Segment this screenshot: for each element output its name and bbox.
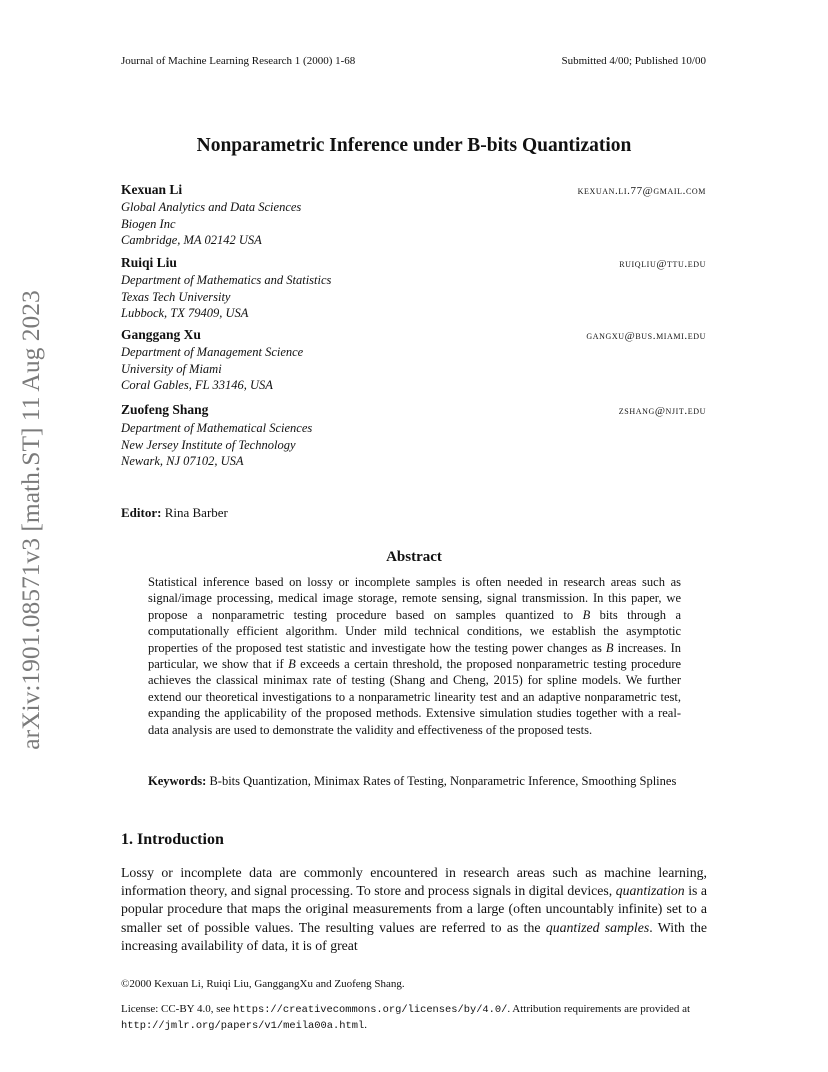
affiliation-line: Department of Management Science bbox=[121, 345, 304, 359]
emphasis: quantization bbox=[615, 883, 685, 899]
attribution-link[interactable]: http://jmlr.org/papers/v1/meila00a.html bbox=[121, 1019, 365, 1032]
license-text: . Attribution requirements are provided at bbox=[507, 1003, 691, 1015]
journal-header: Journal of Machine Learning Research 1 (2000) 1-68 bbox=[121, 55, 356, 67]
license-text: . bbox=[364, 1018, 367, 1031]
math-symbol: B bbox=[288, 657, 296, 672]
affiliation-line: University of Miami bbox=[121, 361, 222, 376]
copyright-notice: ©2000 Kexuan Li, Ruiqi Liu, GanggangXu and Zuofeng Shang. bbox=[121, 978, 405, 990]
arxiv-stamp-text: arXiv:1901.08571v3 [math.ST] 11 Aug 2023 bbox=[16, 290, 45, 750]
affiliation-line: New Jersey Institute of Technology bbox=[121, 437, 296, 452]
author-name: Zuofeng Shang bbox=[121, 402, 209, 417]
author-name: Ganggang Xu bbox=[121, 327, 201, 342]
author-affiliation bbox=[121, 199, 301, 249]
editor-line bbox=[121, 505, 228, 521]
author-affiliation bbox=[121, 344, 303, 394]
math-symbol: B bbox=[582, 607, 591, 622]
editor-label: Editor: bbox=[121, 505, 162, 520]
keywords-text: B-bits Quantization, Minimax Rates of Testing, Nonparametric Inference, Smoothing Splines bbox=[209, 774, 677, 788]
author-name: Kexuan Li bbox=[121, 182, 183, 197]
author-email[interactable]: ruiqliu@ttu.edu bbox=[619, 258, 706, 270]
affiliation-line: Department of Mathematics and Statistics bbox=[121, 273, 332, 287]
author-name: Ruiqi Liu bbox=[121, 255, 177, 270]
author-email[interactable]: zshang@njit.edu bbox=[618, 405, 706, 417]
affiliation-line: Newark, NJ 07102, USA bbox=[121, 454, 244, 468]
author-email[interactable]: kexuan.li.77@gmail.com bbox=[577, 185, 706, 197]
abstract-segment: bits through a computationally efficient algorithm. Under mild technical conditions, we establish the asymptotic properties of the proposed test statistic and investigate how the testing power changes as bbox=[148, 607, 682, 655]
affiliation-line: Lubbock, TX 79409, USA bbox=[121, 306, 249, 320]
emphasis: quantized samples bbox=[545, 919, 650, 935]
submission-dates: Submitted 4/00; Published 10/00 bbox=[561, 55, 706, 67]
intro-paragraph bbox=[121, 864, 707, 955]
affiliation-line: Cambridge, MA 02142 USA bbox=[121, 233, 262, 247]
text-segment: . With the increasing availability of data, it is of great bbox=[121, 919, 707, 953]
license-text: License: CC-BY 4.0, see bbox=[121, 1003, 231, 1015]
affiliation-line: Biogen Inc bbox=[121, 216, 176, 231]
keywords-label: Keywords: bbox=[148, 774, 207, 788]
author-affiliation bbox=[121, 420, 312, 470]
abstract-segment: Statistical inference based on lossy or incomplete samples is often needed in research areas such as signal/image processing, medical image storage, remote sensing, signal transmission. In this paper, we propose a nonparametric testing procedure based on samples quantized to bbox=[148, 575, 681, 622]
abstract-text bbox=[148, 574, 681, 738]
arxiv-stamp bbox=[14, 265, 48, 775]
affiliation-line: Department of Mathematical Sciences bbox=[121, 421, 313, 435]
abstract-heading: Abstract bbox=[386, 549, 442, 565]
abstract-segment: exceeds a certain threshold, the proposed nonparametric testing procedure achieves the classical minimax rate of testing (Shang and Cheng, 2015) for spline models. We further extend our theoretical investigations to a nonparametric linearity test and an adaptive nonparametric test, expanding the applicability of the proposed methods. Extensive simulation studies together with a real-data analysis are used to demonstrate the validity and effectiveness of the proposed tests. bbox=[148, 657, 682, 737]
affiliation-line: Global Analytics and Data Sciences bbox=[121, 200, 302, 214]
author-email[interactable]: gangxu@bus.miami.edu bbox=[586, 330, 706, 342]
text-segment: is a popular procedure that maps the original measurements from a large (often uncountably infinite) set to a smaller set of possible values. The resulting values are referred to as the bbox=[121, 883, 707, 935]
author-affiliation bbox=[121, 272, 331, 322]
affiliation-line: Coral Gables, FL 33146, USA bbox=[121, 378, 273, 392]
math-symbol: B bbox=[605, 640, 614, 655]
text-segment: Lossy or incomplete data are commonly encountered in research areas such as machine learning, information theory, and signal processing. To store and process signals in digital devices, bbox=[121, 865, 707, 899]
paper-title: Nonparametric Inference under B-bits Quantization bbox=[196, 135, 632, 156]
editor-name: Rina Barber bbox=[164, 505, 228, 520]
license-link[interactable]: https://creativecommons.org/licenses/by/4.0/ bbox=[233, 1004, 508, 1016]
license-notice bbox=[121, 1002, 711, 1033]
abstract-segment: increases. In particular, we show that if bbox=[148, 640, 681, 672]
affiliation-line: Texas Tech University bbox=[121, 289, 231, 304]
keywords bbox=[148, 773, 681, 789]
section-heading: 1. Introduction bbox=[121, 831, 224, 848]
